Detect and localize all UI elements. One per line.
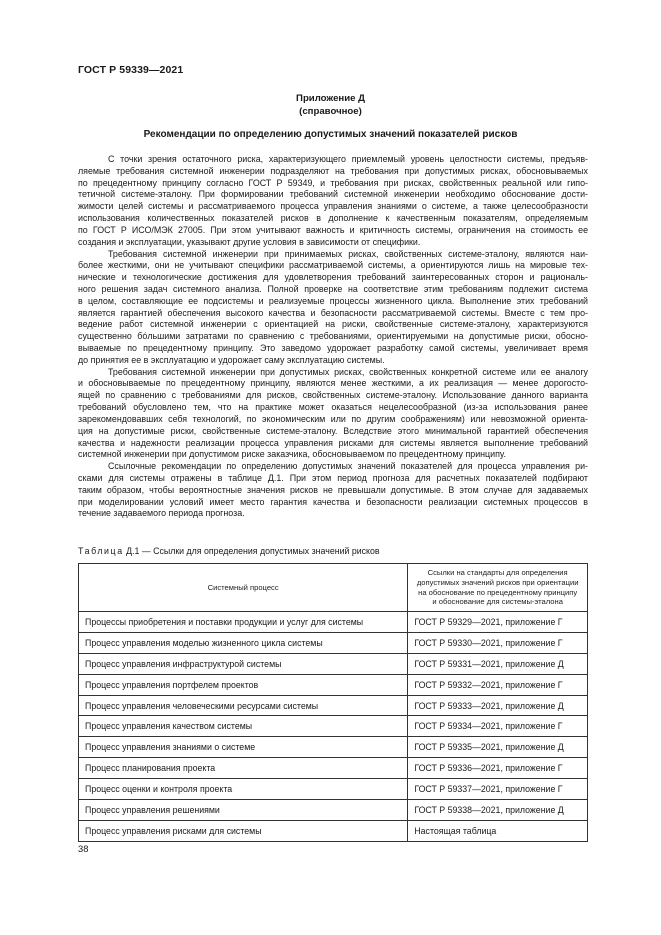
paragraph-line: таким образом, чтобы вероятностные значения рисков не превышали допустимые. В этом случае для задаваемых (78, 484, 588, 495)
paragraph-line: по ГОСТ Р ИСО/МЭК 27005. При этом учитывают важность и критичность системы, ограничения на стоимость ее (78, 224, 588, 235)
paragraph-line: ляемые требования системной инженерии подразделяют на требования при допустимых рисках, обосновываемых (78, 165, 588, 176)
reference-cell: ГОСТ Р 59337—2021, приложение Г (408, 779, 588, 800)
reference-cell: ГОСТ Р 59333—2021, приложение Д (408, 695, 588, 716)
table-row (79, 632, 588, 653)
header-line: Ссылки на стандарты для определения (427, 567, 568, 577)
process-cell: Процесс управления решениями (79, 800, 408, 821)
process-cell: Процесс управления человеческими ресурсами системы (79, 695, 408, 716)
paragraph-line: является гарантией обеспечения высокого качества и безопасности рассматриваемой системы. Вместе с тем про- (78, 307, 588, 318)
header-line: допустимых значений рисков при ориентации (416, 577, 579, 587)
table-row (79, 800, 588, 821)
section-title: Рекомендации по определению допустимых значений показателей рисков (143, 129, 518, 140)
column-header-reference (408, 564, 588, 612)
table-row (79, 674, 588, 695)
reference-cell: ГОСТ Р 59330—2021, приложение Г (408, 632, 588, 653)
paragraph-line: С точки зрения остаточного риска, характеризующего приемлемый уровень целостности системы, предъяв- (108, 154, 588, 164)
paragraph-line: создания и эксплуатации, указывают другие условия в зависимости от специфики. (78, 236, 421, 247)
table-row (79, 758, 588, 779)
reference-table (78, 563, 588, 842)
process-cell: Процессы приобретения и поставки продукции и услуг для системы (79, 612, 408, 633)
reference-cell: Настоящая таблица (408, 820, 588, 841)
appendix-subtitle: (справочное) (299, 105, 362, 117)
body-text (78, 154, 588, 520)
reference-cell: ГОСТ Р 59335—2021, приложение Д (408, 737, 588, 758)
process-cell: Процесс управления знаниями о системе (79, 737, 408, 758)
page-number: 38 (78, 843, 89, 854)
process-cell: Процесс оценки и контроля проекта (79, 779, 408, 800)
table-body (79, 612, 588, 842)
paragraph-line: до принятия ее в эксплуатацию и удорожает саму эксплуатацию системы. (78, 354, 385, 365)
paragraph-line: Требования системной инженерии при допустимых рисках, свойственных конкретной системе или ее аналогу (108, 366, 588, 377)
table-header-row (79, 564, 588, 612)
paragraph-line: вываемые по прецедентному принципу. Это заведомо удорожает разработку самой системы, увеличивает время (78, 343, 588, 353)
paragraph-line: использования количественных показателей рисков в дополнение к качественным показателям, определяемым (78, 213, 588, 224)
header-line: на обоснование по прецедентному принципу (418, 587, 578, 597)
paragraph-line: зарекомендовавших себя технологий, по экономическим или по другим соображениям) или невозможной ориента- (78, 413, 588, 424)
table-row (79, 695, 588, 716)
paragraph-line: более жесткими, они не учитывают специфики рассматриваемой системы, а ориентируются лишь на мировые тех- (78, 260, 588, 271)
reference-cell: ГОСТ Р 59329—2021, приложение Г (408, 612, 588, 633)
reference-cell: ГОСТ Р 59338—2021, приложение Д (408, 800, 588, 821)
paragraph-line: сками для системы отражены в таблице Д.1. При этом период прогноза для расчетных показателей подбирают (78, 472, 588, 483)
reference-cell: ГОСТ Р 59332—2021, приложение Г (408, 674, 588, 695)
paragraph-line: ция на допустимые риски, свойственные системе-эталону. Вследствие этого минимальной гарантией обеспечения (78, 425, 588, 436)
paragraph-line: и обосновываемые по прецедентному принципу, являются менее жесткими, а их реализация — менее дорогосто- (78, 378, 588, 389)
paragraph-line: ного решения задач системного анализа. Полной проверке на соответствие этим требованиям подлежит система (78, 283, 588, 294)
column-header-process: Системный процесс (79, 564, 408, 612)
reference-cell: ГОСТ Р 59334—2021, приложение Г (408, 716, 588, 737)
paragraph-line: жимости целей системы и рассматриваемого процесса управления знаниями о системе, а также целесообразности (78, 201, 588, 212)
reference-cell: ГОСТ Р 59336—2021, приложение Г (408, 758, 588, 779)
appendix-title: Приложение Д (296, 93, 365, 104)
process-cell: Процесс управления рисками для системы (79, 820, 408, 841)
paragraph-line: по прецедентному принципу согласно ГОСТ Р 59349, и требования при рисках, свойственных реальной или гипо- (78, 177, 588, 188)
paragraph-line: при моделировании условий имеет место гарантия качества и безопасности реализации системных процессов в (78, 496, 588, 507)
paragraph-line: ведение работ системной инженерии с ориентацией на риски, свойственные системе-эталону, характеризуются (78, 319, 588, 330)
table-row (79, 737, 588, 758)
paragraph-line: качества и надежности реализации процесса управления рисками для системы является выполнение требований (78, 437, 588, 448)
document-code: ГОСТ Р 59339—2021 (78, 64, 184, 76)
process-cell: Процесс планирования проекта (79, 758, 408, 779)
process-cell: Процесс управления портфелем проектов (79, 674, 408, 695)
table-row (79, 820, 588, 841)
table-row (79, 716, 588, 737)
process-cell: Процесс управления моделью жизненного цикла системы (79, 632, 408, 653)
paragraph-line: системной инженерии при допустимом риске заказчика, обосновываемом по прецедентному принципу. (78, 449, 506, 460)
paragraph-line: Ссылочные рекомендации по определению допустимых значений показателей для процесса управления ри- (108, 461, 588, 472)
table-caption (78, 546, 380, 556)
table-caption-text: Д.1 — Ссылки для определения допустимых значений рисков (123, 546, 380, 556)
paragraph-line: течение задаваемого периода прогноза. (78, 508, 245, 519)
paragraph-line: в целом, составляющие ее подсистемы и реализуемые процессы жизненного цикла. Выполнение этих требований (78, 295, 588, 306)
process-cell: Процесс управления качеством системы (79, 716, 408, 737)
paragraph-line: существенно бóльшими затратами по сравнению с требованиями, ориентируемыми на допустимые риски, обосно- (78, 331, 588, 342)
paragraph-line: нические и технологические достижения для удовлетворения требований заинтересованных сторон и рациональ- (78, 272, 588, 283)
table-row (79, 779, 588, 800)
paragraph-line: Требования системной инженерии при принимаемых рисках, свойственных системе-эталону, являются наи- (108, 248, 588, 259)
header-line: и обоснование для системы-эталона (432, 597, 563, 607)
paragraph-line: тетичной системе-эталону. При формировании требований системной инженерии необходимо обоснование дости- (78, 189, 588, 200)
table-row (79, 612, 588, 633)
table-caption-prefix: Таблица (78, 546, 124, 556)
paragraph-line: требований обусловлено тем, что на практике может оказаться нецелесообразной (из-за использования ранее (78, 402, 588, 413)
process-cell: Процесс управления инфраструктурой системы (79, 653, 408, 674)
table-row (79, 653, 588, 674)
paragraph-line: ящей по сравнению с требованиями для рисков, свойственных системе-эталону. Использование данного варианта (78, 390, 588, 401)
reference-cell: ГОСТ Р 59331—2021, приложение Д (408, 653, 588, 674)
